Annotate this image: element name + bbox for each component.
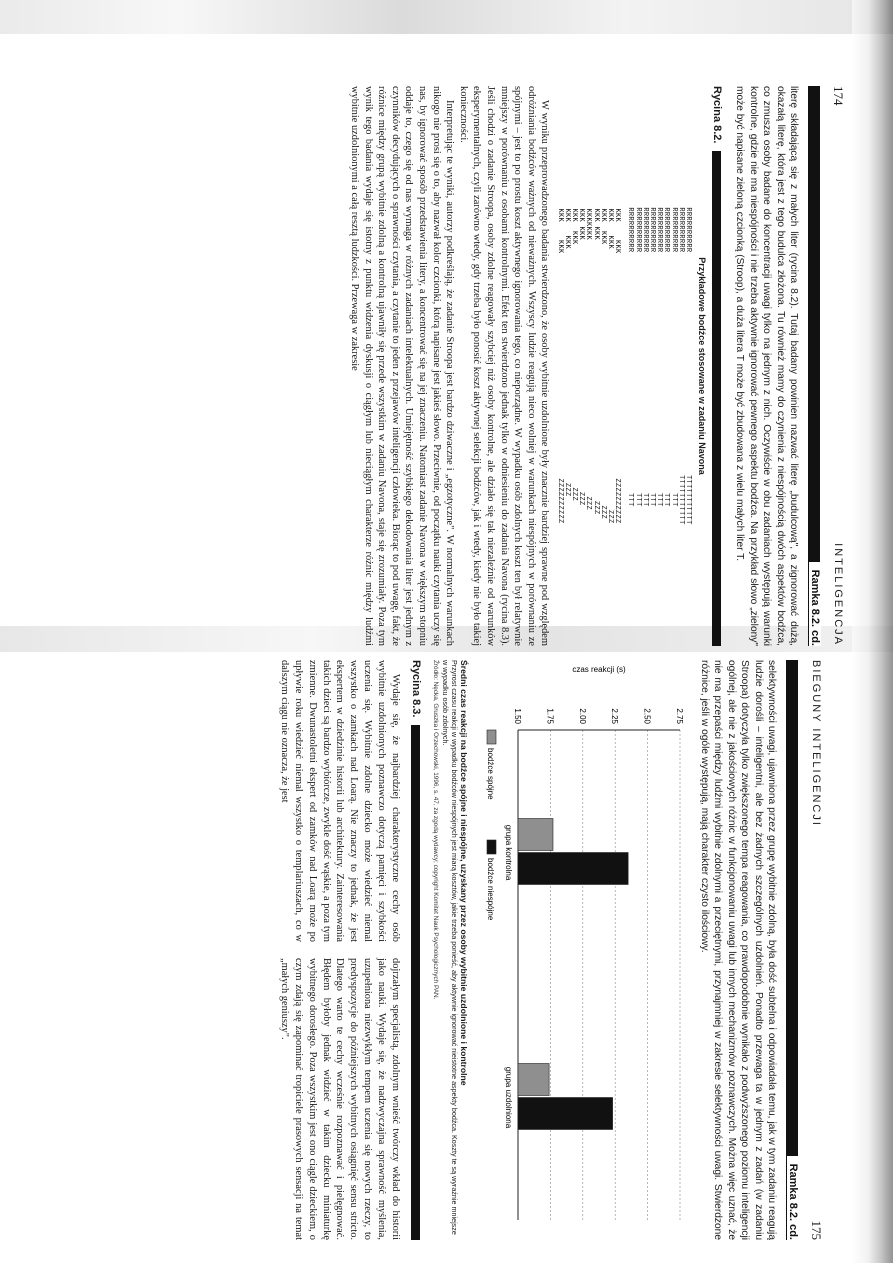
x-tick-label: grupa kontrolna (503, 824, 513, 881)
x-tick-label: grupa uzdolniona (503, 1066, 513, 1129)
legend-label: bodźce spójne (485, 748, 495, 800)
bar-spojne (518, 1064, 549, 1096)
y-tick-label: 2.25 (609, 708, 619, 724)
figure-label: Rycina 8.3. (409, 660, 422, 718)
y-tick-label: 2.75 (674, 708, 684, 724)
scan-edge-top (0, 0, 893, 34)
y-tick-label: 2.00 (577, 708, 587, 724)
body-columns (277, 660, 401, 1240)
figure-header (711, 86, 723, 646)
bar-chart (478, 660, 688, 1240)
running-head: INTELIGENCJA (832, 543, 844, 646)
figure-bar (411, 725, 420, 1240)
page-number: 175 (809, 1220, 824, 1240)
paragraph: Wydaje się, że najbardziej charakterystyczne cechy osób wybitnie uzdolnionych poznawczo dotyczą pamięci i szybkości uczenia się. Wybitnie zdolne dziecko może wiedzieć niemal wszystko o zamkach nad Loarą. Nie znaczy to jednak, że jest ekspertem w dziedzinie historii lub architektury. Zainteresowania takich dzieci są bardzo wybiórcze, zwykle dość wąskie, a poza tym zmienne. Dwunastoletni ekspert od zamków nad Loarą może po upływie roku wiedzieć niemal wszystko o templariuszach, co w dalszym ciągu nie oznacza, że jest (279, 660, 401, 942)
column-1 (277, 660, 401, 942)
stimulus-b: RRRRRRRRRR RRRRRRRRRR RRRRRRRRRR RRRRRRRRRR RRRRRRRRRR RRRRRRRRRR RRRRRRRRRR RRRRRRRRRR RRRRRRRRRR (626, 207, 692, 253)
figure-header (410, 660, 422, 1240)
legend-swatch (487, 730, 496, 744)
navon-stimuli-row-2 (555, 86, 620, 646)
bar-niespojne (518, 853, 628, 885)
chart-title: Średni czas reakcji na bodźce spójne i niespójne, uzyskany przez osoby wybitnie uzdolnione i kontrolne (458, 660, 469, 1086)
chart-area (473, 660, 688, 1240)
y-axis-label: czas reakcji (s) (571, 665, 626, 674)
book-spine-shadow (852, 0, 893, 1263)
stimulus-z: ZZZZZZZZZZ ZZZ ZZZ ZZZ ZZZ ZZZ ZZZ ZZZ ZZZZZZZZZZ (555, 478, 622, 524)
box-label: Ramka 8.2. cd. (809, 562, 821, 646)
stimulus-k: KKK KKK KKK KKK KKK KKK KKK KKK KKKKKKK KKK KKK KKK KKK KKK KKK KKK KKK (555, 208, 622, 254)
chart-description: Przyrost czasu reakcji w wypadku bodźców niespójnych jest miarą kosztów, jakie trzeba ponieść, aby aktywnie ignorować nieistotne aspekty bodźca. Koszty te są wyraźnie mniejsze w wypadku osób zdolnych. (440, 660, 459, 1235)
running-head: BIEGUNY INTELIGENCJI (810, 660, 822, 827)
chart-source: Źródło: Nęcka, Gruszka i Orzechowski, 1996, s. 47, za zgodą wydawcy; copyright Komitet Nauk Psychologicznych PAN. (431, 660, 439, 1000)
page-175 (166, 660, 826, 1240)
legend-label: bodźce niespójne (485, 858, 495, 921)
paragraph: Interpretując te wyniki, autorzy podkreślają, że zadanie Stroopa jest bardzo dziwaczne i „egzotyczne". W normalnych warunkach nikogo nie prosi się o to, aby nazwał kolor czcionki, którą napisane jest jakieś słowo. Przeciwnie, od początku nauki czytania uczy się nas, by ignorować sposób przedstawienia litery, a koncentrować się na jej znaczeniu. Natomiast zadanie Navona w większym stopniu oddaje to, czego się od nas wymaga w różnych zadaniach intelektualnych. Umiejętność szybkiego dekodowania liter jest jednym z czynników decydujących o sprawności czytania, a czytanie to jeden z przejawów inteligencji człowieka. Biorąc to pod uwagę, fakt, że różnice między grupą wybitnie zdolną a kontrolną ujawniły się przede wszystkim w zadaniu Navona, staje się zrozumiały. Poza tym wynik tego badania wydaje się istotny z punktu widzenia dyskusji o ciągłym lub nieciągłym charakterze różnic między ludźmi wybitnie uzdolnionymi a całą resztą ludzkości. Przewaga w zakresie (349, 86, 456, 646)
bar-niespojne (518, 1098, 613, 1130)
y-tick-label: 1.75 (544, 708, 554, 724)
legend-swatch (487, 840, 496, 854)
page-number: 174 (831, 86, 846, 106)
figure-bar (712, 151, 721, 646)
y-tick-label: 1.50 (512, 708, 522, 724)
box-header-bar (808, 86, 820, 646)
box-text: literę składającą się z małych liter (rycina 8.2). Tutaj badany powinien nazwać literę „budulcową", a zignorować dużą, okazałą literę, która jest z tego budulca złożona. Tu również mamy do czynienia z niespójnością dwóch aspektów bodźca, co zmusza osoby badane do koncentracji uwagi tylko na jednym z nich. Oczywiście w obu zadaniach występują warunki kontrolne, gdzie nie ma niespójności i nie trzeba aktywnie ignorować pewnego aspektu bodźca. Na przykład słowo „zielony" może być napisane zieloną czcionką (Stroop), a duża litera T może być zbudowana z wielu małych liter T. (734, 86, 799, 646)
paragraph: W wyniku przeprowadzonego badania stwierdzono, że osoby wybitnie uzdolnione były znacznie bardziej sprawne pod względem odróżniania bodźców ważnych od nieważnych. Wszyscy ludzie reagują nieco wolniej w warunkach niespójnych w porównaniu ze spójnymi – jest to po prostu koszt aktywnego ignorowania tego, co nieporządne. W wypadku osób zdolnych koszt ten był relatywnie mniejszy w porównaniu z osobami kontrolnymi. Efekt ten stwierdzono jednak tylko w odniesieniu do zadania Navona (rycina 8.3). Jeśli chodzi o zadanie Stroopa, osoby zdolne reagowały szybciej niż osoby kontrolne, ale działo się tak niezależnie od warunków eksperymentalnych, czyli zarówno wtedy, gdy trzeba było ponosić koszt aktywnej selekcji bodźców, jak i wtedy, kiedy nie było takiej konieczności. (457, 86, 551, 646)
figure-title: Przykładowe bodźce stosowane w zadaniu Navona (696, 257, 707, 475)
page-header (804, 660, 826, 1240)
figure-label: Rycina 8.2. (710, 86, 723, 144)
stimulus-t: TTTTTTTTTTT TTTTTTTTTTT TTT TTT TTT TTT TTT TTT TTT (626, 475, 692, 525)
navon-stimuli (626, 86, 691, 646)
column-2 (277, 958, 401, 1240)
box-label: Ramka 8.2. cd. (787, 1156, 799, 1240)
y-tick-label: 2.50 (642, 708, 652, 724)
paragraph: dojrzałym specjalistą, zdolnym wnieść twórczy wkład do historii jako nauki. Wydaje się, że nadzwyczajna sprawność myślenia, uzupełniona niezwykłym tempem uczenia się nowych rzeczy, to predyspozycje do późniejszych wybitnych osiągnięć sensu stricto. Dlatego warto te cechy wcześnie rozpoznawać i pielęgnować. Błędem byłoby jednak widzieć w takim dziecku miniaturkę wybitnego dorosłego. Poza wszystkim jest ono ciągle dzieckiem, o czym zdają się zapominać tropiciele prasowych sensacji na temat „małych geniuszy". (279, 958, 401, 1240)
body-text (347, 86, 551, 646)
page-header (826, 86, 848, 646)
page-174 (128, 86, 848, 646)
box-text: selektywności uwagi, ujawniona przez grupę wybitnie zdolną, była dość subtelna i odpowiadała temu, jak w tym zadaniu reagują ludzie dorośli – inteligentni, ale bez żadnych szczególnych uzdolnień. Ponadto przewaga ta w jednym z zadań (w zadaniu Stroopa) dotyczyła tylko zwiększonego tempa reagowania, co prawdopodobnie wynikało z podwyższonego poziomu inteligencji ogólnej, ale nie z jakościowych różnic w funkcjonowaniu uwagi lub innych mechanizmów poznawczych. Można więc uznać, że nie ma przepaści między ludźmi wybitnie zdolnymi a przeciętnymi, przynajmniej w zakresie selektywności uwagi. Stwierdzone różnice, jeśli w ogóle występują, mają charakter czysto ilościowy. (698, 660, 777, 1240)
bar-spojne (518, 819, 553, 851)
box-header-bar (786, 660, 798, 1240)
